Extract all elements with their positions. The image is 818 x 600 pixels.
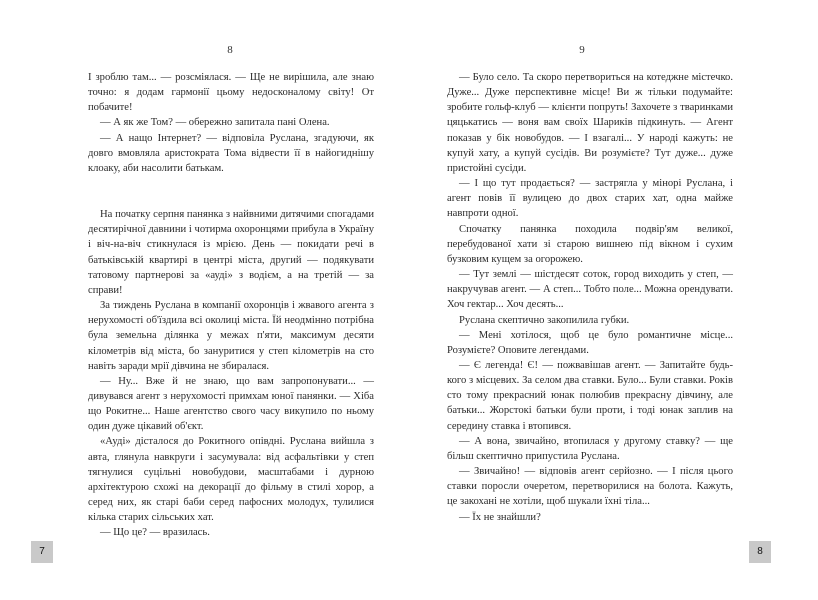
paragraph: І зроблю там... — розсміялася. — Ще не вирішила, але знаю точно: я додам гармонії цьому недосконалому світу! От побачите!	[88, 72, 374, 114]
paragraph: — А як же Том? — обережно запитала пані Олена.	[100, 117, 330, 129]
paragraph: — Звичайно! — відповів агент серйозно. — І після цього ставки поросли очеретом, перетворилися на болота. Кажуть, це закохані не хотіли, щоб шукали їхні тіла...	[447, 466, 733, 508]
page-number-left: 8	[227, 44, 233, 56]
paragraph: — Є легенда! Є! — пожвавішав агент. — Запитайте будь-кого з місцевих. За селом два ставки. Було... Були ставки. Років сто тому прекрасний юнак полюбив прекрасну дівчину, але батьки... Жорстокі батьки були проти, і тоді юнак заплив на середину ставка і втопився.	[447, 359, 733, 432]
page-number-right: 9	[579, 44, 585, 56]
paragraph: «Ауді» дісталося до Рокитного опівдні. Руслана вийшла з авта, глянула навкруги і засумувала: від асфальтівки у степ тягнулися суцільні новобудови, масштабами і дурною архітектурою схожі на декорації до фільму в стилі хорор, а серед них, як старі баби серед пафосних молодух, тулилися кілька старих сільських хат.	[88, 436, 374, 524]
page-index-tab-left[interactable]: 7	[31, 541, 53, 563]
paragraph: Спочатку панянка походила подвір'ям великої, перебудованої хати зі старою вишнею під вікном і сухим бузковим кущем за огорожею.	[447, 223, 733, 265]
left-page-text	[88, 70, 374, 541]
paragraph: — Мені хотілося, щоб це було романтичне місце... Розумієте? Оповите легендами.	[447, 329, 733, 356]
right-page-text	[447, 70, 733, 525]
paragraph: Руслана скептично закопилила губки.	[459, 314, 630, 326]
right-page	[409, 0, 818, 600]
page-index-tab-right[interactable]: 8	[749, 541, 771, 563]
paragraph: — А нащо Інтернет? — відповіла Руслана, згадуючи, як довго вмовляла аристократа Тома відвести її в найогиднішу клоаку, аби насолити батькам.	[88, 132, 374, 174]
paragraph: — Було село. Та скоро перетвориться на котеджне містечко. Дуже... Дуже перспективне місце! Ви ж тільки подумайте: зробите гольф-клуб — клієнти попруть! Захочете з тваринками цяцькатись — воня вам своїх Шариків підкинуть. — Агент показав у бік новобудов. — І взагалі... У народі кажуть: не купуй хату, а купуй сусідів. Ви розумієте? Тут дуже... дуже пристойні сусіди.	[447, 72, 733, 174]
paragraph: За тиждень Руслана в компанії охоронців і жвавого агента з нерухомості об'їздила всі околиці міста. Їй неодмінно потрібна була земельна ділянка у межах п'яти, максимум десяти кілометрів від міста, бо зануритися у степ кілометрів на сто навіть заради мрії дівчина не збиралася.	[88, 300, 374, 372]
paragraph: — Що це? — вразилась.	[100, 527, 210, 539]
paragraph: — А вона, звичайно, втопилася у другому ставку? — ще більш скептично припустила Руслана.	[447, 435, 733, 462]
paragraph: На початку серпня панянка з найвними дитячими спогадами десятирічної давнини і чотирма охоронцями прибула в Україну і віч-на-віч стикнулася із мрією. День — покидати речі в батьківській квартирі в центрі міста, другий — подякувати татовому партнерові за «ауді» з водієм, а на третій — за справи!	[88, 209, 374, 296]
paragraph: — І що тут продається? — застрягла у мінорі Руслана, і агент повів її вулицею до двох старих хат, одна майже навпроти одної.	[447, 178, 733, 220]
paragraph: — Ну... Вже й не знаю, що вам запропонувати... — дивувався агент з нерухомості примхам юної панянки. — Хіба що Рокитне... Наше агентство свого часу викупило по ньому один дуже цікавий об'єкт.	[88, 375, 374, 433]
paragraph: — Їх не знайшли?	[459, 511, 541, 523]
paragraph: — Тут землі — шістдесят соток, город виходить у степ, — накручував агент. — А степ... Тобто поле... Можна орендувати. Хоч гектар... Хоч десять...	[447, 269, 733, 311]
